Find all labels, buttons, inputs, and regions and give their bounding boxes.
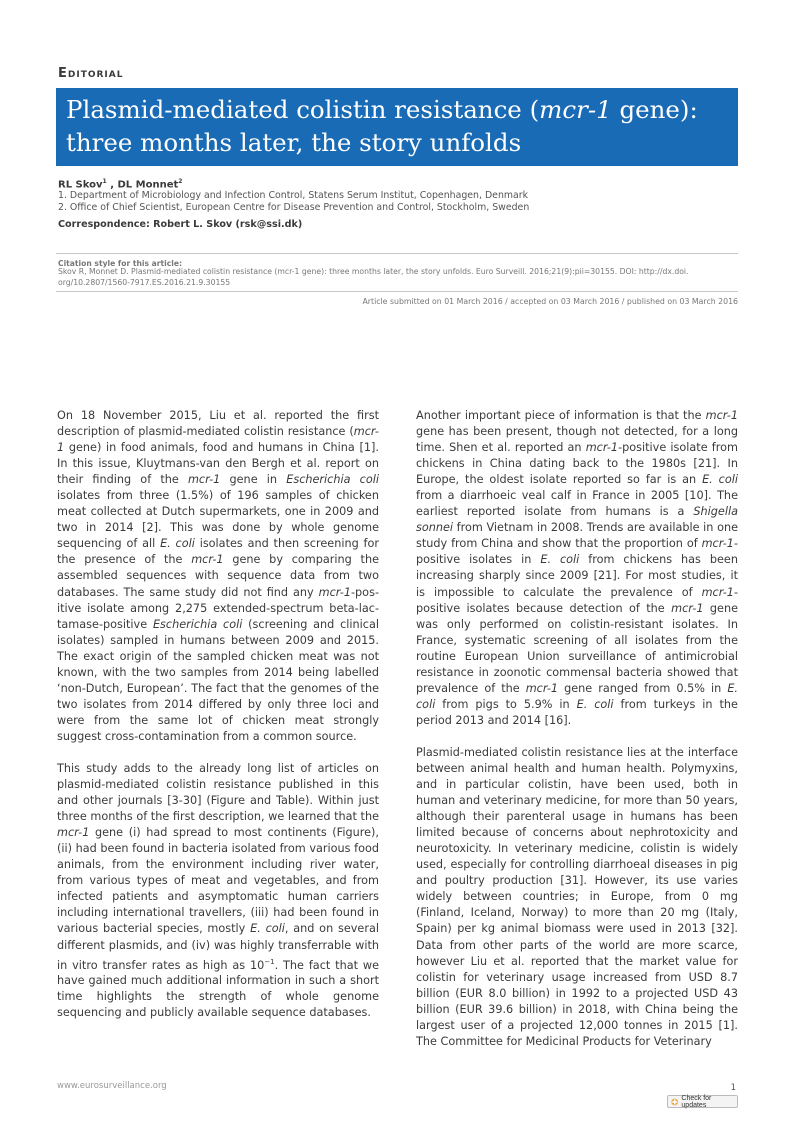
paragraph: Another important piece of information is that the mcr-1 gene has been present, though not detected, for a long time. Shen et al. reported an mcr-1-positive isolate from chickens in China dating back to the 1980s [21]. In Europe, the oldest isolate reported so far is an E. coli from a diarrhoeic veal calf in France in 2005 [10]. The earliest reported isolate from humans is a Shigella sonnei from Vietnam in 2008. Trends are available in one study from China and show that the proportion of mcr-1-positive isolates in E. coli from chickens has been increasing sharply since 2009 [21]. For most studies, it is impossible to calculate the prevalence of mcr-1-positive isolates because detection of the mcr-1 gene was only performed on colistin-resistant isolates. In France, systematic screening of all isolates from the routine European Union surveillance of antimicrobial resistance in zoonotic commensal bacteria showed that prevalence of the mcr-1 gene ranged from 0.5% in E. coli from pigs to 5.9% in E. coli from turkeys in the period 2013 and 2014 [16]. <box>416 409 738 727</box>
affiliation: 2. Office of Chief Scientist, European Centre for Disease Prevention and Control, Stockholm, Sweden <box>58 202 530 213</box>
footer-url[interactable]: www.eurosurveillance.org <box>57 1081 167 1091</box>
affiliation: 1. Department of Microbiology and Infection Control, Statens Serum Institut, Copenhagen, Denmark <box>58 190 529 201</box>
body-column-right <box>416 408 738 1066</box>
author-name: RL Skov <box>58 179 103 191</box>
author-name: DL Monnet <box>117 179 179 191</box>
article-title: Plasmid-mediated colistin resistance (mcr-1 gene): three months later, the story unfolds <box>66 95 698 157</box>
citation-text: Skov R, Monnet D. Plasmid-mediated colistin resistance (mcr-1 gene): three months later, the story unfolds. Euro Surveill. 2016;21(9):pii=30155. DOI: http://dx.doi. org/10.2807/1560-7917.ES.2016.21.9.30155 <box>58 267 689 287</box>
page-number: 1 <box>730 1083 736 1093</box>
paragraph: Plasmid-mediated colistin resistance lies at the interface between animal health and human health. Polymyxins, and in particular colistin, have been used, both in human and veterinary medicine, for more than 50 years, although their parenteral usage in humans has been limited because of concerns about nephrotoxicity and neurotoxicity. In veterinary medicine, colistin is widely used, especially for controlling diarrhoeal diseases in pig and poultry production [31]. However, its use varies widely between countries; in Europe, from 0 mg (Finland, Iceland, Norway) to more than 20 mg (Italy, Spain) per kg animal biomass were used in 2013 [32]. Data from other parts of the world are more scarce, however Liu et al. reported that the market value for colistin for veterinary usage increased from USD 8.7 billion (EUR 8.0 billion) in 1992 to a projected USD 43 billion (EUR 39.6 billion) in 2018, with China being the largest user of a projected 12,000 tonnes in 2015 [1]. The Committee for Medicinal Products for Veterinary <box>416 745 738 1048</box>
correspondence: Correspondence: Robert L. Skov (rsk@ssi.dk) <box>58 219 303 230</box>
crossmark-icon <box>671 1098 678 1106</box>
check-for-updates-button[interactable] <box>667 1095 738 1108</box>
divider <box>56 291 738 292</box>
body-column-left <box>57 408 379 1037</box>
citation-label: Citation style for this article: <box>58 259 183 268</box>
paragraph: On 18 November 2015, Liu et al. reported the first description of plasmid-mediated colistin resistance (mcr-1 gene) in food animals, food and humans in China [1]. In this issue, Kluytmans-van den Bergh et al. report on their finding of the mcr-1 gene in Escherichia coli isolates from three (1.5%) of 196 samples of chicken meat collected at Dutch supermarkets, one in 2009 and two in 2014 [2]. This was done by whole genome sequencing of all E. coli isolates and then screening for the presence of the mcr-1 gene by comparing the assembled sequences with sequence data from two databases. The same study did not find any mcr-1-positive isolate among 2,275 extended-spectrum beta-lactamase-positive Escherichia coli (screening and clinical isolates) sampled in humans between 2009 and 2015. The exact origin of the sampled chicken meat was not known, with the two samples from 2014 being labelled ‘non-Dutch, European’. The fact that the genomes of the two isolates from 2014 differed by only three loci and were from the same lot of chicken meat strongly suggest cross-contamination from a common source. <box>57 409 380 743</box>
author-list: RL Skov$^1$ , DL Monnet$^2$ <box>58 178 183 191</box>
section-label: Editorial <box>58 66 124 81</box>
check-for-updates-label: Check for updates <box>681 1094 712 1109</box>
submission-dates: Article submitted on 01 March 2016 / accepted on 03 March 2016 / published on 03 March 2016 <box>362 297 738 306</box>
title-banner <box>56 88 738 166</box>
divider <box>56 253 738 254</box>
paragraph: This study adds to the already long list of articles on plasmid-mediated colistin resistance published in this and other journals [3-30] (Figure and Table). Within just three months of the first description, we learned that the mcr-1 gene (i) had spread to most continents (Figure), (ii) had been found in bacteria isolated from various food animals, from the environment including river water, from various types of meat and vegetables, and from infected patients and asymptomatic human carriers including international travellers, (iii) had been found in various bacterial species, mostly E. coli, and on several different plasmids, and (iv) was highly transferrable with in vitro transfer rates as high as $10^{-1}$. The fact that we have gained much additional information in such a short time highlights the strength of whole genome sequencing and publicly available sequence databases. <box>57 761 379 1020</box>
